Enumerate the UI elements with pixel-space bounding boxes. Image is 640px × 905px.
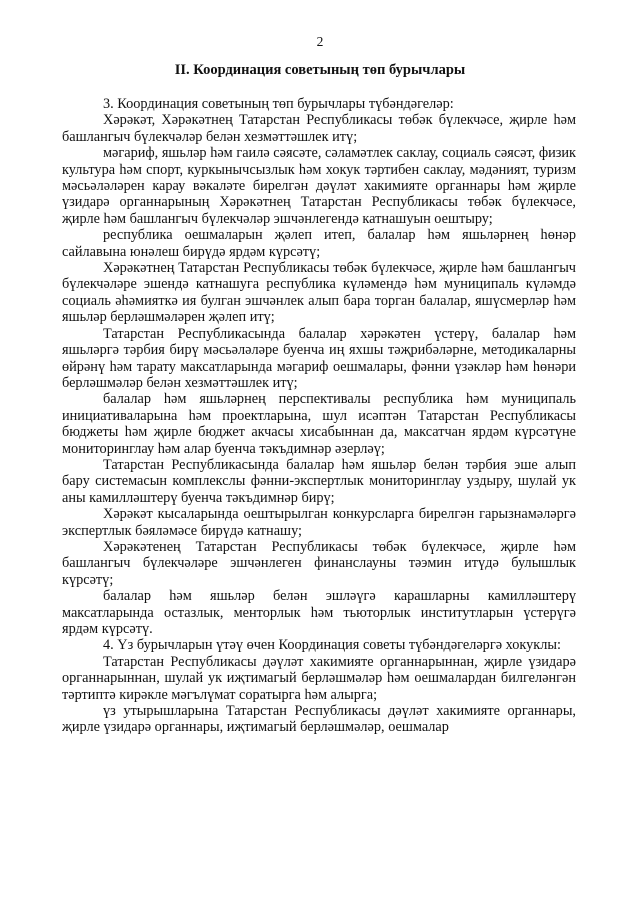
paragraph: балалар һәм яшьләр белән эшләүгә карашларны камилләштерү максатларында остазлык, менторлык һәм тьюторлык институтларын үстерүгә ярдәм күрсәтү.: [62, 588, 576, 637]
document-body: [62, 96, 576, 736]
paragraph: Татарстан Республикасы дәүләт хакимияте органнарыннан, җирле үзидарә органнарыннан, шулай ук иҗтимагый берләшмәләр һәм оешмалардан билгеләнгән тәртиптә кирәкле мәгълүмат соратырга һәм алырга;: [62, 653, 576, 703]
paragraph: Хәрәкәтенең Татарстан Республикасы төбәк бүлекчәсе, җирле һәм башлангыч бүлекчәләре эшчәнлеген финанслауны тәэмин итүдә булышлык күрсәтү;: [62, 538, 576, 588]
paragraph: Хәрәкәтнең Татарстан Республикасы төбәк бүлекчәсе, җирле һәм башлангыч бүлекчәләре эшендә катнашуга республика күләмендә һәм муниципаль күләмдә социаль әһәмияткә ия булган эшчәнлек алып бара торган балалар, яшүсмерләр һәм яшьләр берләшмәләрен җәлеп итү;: [62, 260, 576, 326]
paragraph: 3. Координация советының төп бурычлары түбәндәгеләр:: [103, 96, 454, 112]
paragraph: мәгариф, яшьләр һәм гаилә сәясәте, сәламәтлек саклау, социаль сәясәт, физик культура һәм спорт, куркынычсызлык һәм хокук тәртибен саклау, мәдәният, туризм мәсьәләләрен карау вәкаләте бирелгән дәүләт хакимияте органнары һәм җирле үзидарә органнарының Хәрәкәтнең Татарстан Республикасы төбәк бүлекчәсе, җирле һәм башлангыч бүлекчәләр эшчәнлегендә катнашуын оештыру;: [62, 145, 576, 227]
paragraph: Татарстан Республикасында балалар һәм яшьләр белән тәрбия эше алып бару системасын комплекслы фәнни-экспертлык мониторинглау уздыру, шулай ук аны камилләштерү буенча тәкъдимнәр бирү;: [62, 456, 576, 506]
paragraph: балалар һәм яшьләрнең перспективалы республика һәм муниципаль инициативаларына һәм проектларына, шул исәптән Татарстан Республикасы бюджеты һәм җирле бюджет акчасы хисабыннан да, максатчан ярдәм күрсәтүне мониторинглау һәм алар буенча тәкъдимнәр әзерләү;: [62, 391, 576, 457]
paragraph: республика оешмаларын җәлеп итеп, балалар һәм яшьләрнең һөнәр сайлавына юнәлеш бирүдә ярдәм күрсәтү;: [62, 227, 576, 260]
paragraph: Хәрәкәт кысаларында оештырылган конкурсларга бирелгән гарызнамәләргә экспертлык бәяләмәсе бирүдә катнашу;: [62, 506, 576, 539]
page-number: 2: [316, 34, 324, 49]
paragraph: Хәрәкәт, Хәрәкәтнең Татарстан Республикасы төбәк бүлекчәсе, җирле һәм башлангыч бүлекчәләр белән хезмәттәшлек итү;: [62, 112, 576, 145]
paragraph: Татарстан Республикасында балалар хәрәкәтен үстерү, балалар һәм яшьләргә тәрбия бирү мәсьәләләре буенча иң яхшы тәҗрибәләрне, методикаларны өйрәнү һәм тарату максатларында мәгариф оешмалары, фәнни үзәкләр һәм һөнәри берләшмәләр белән хезмәттәшлек итү;: [62, 325, 576, 391]
paragraph: үз утырышларына Татарстан Республикасы дәүләт хакимияте органнары, җирле үзидарә органнары, иҗтимагый берләшмәләр, оешмалар: [62, 703, 576, 736]
paragraph: 4. Үз бурычларын үтәү өчен Координация советы түбәндәгеләргә хокуклы:: [103, 637, 561, 654]
section-heading: II. Координация советының төп бурычлары: [174, 62, 466, 78]
